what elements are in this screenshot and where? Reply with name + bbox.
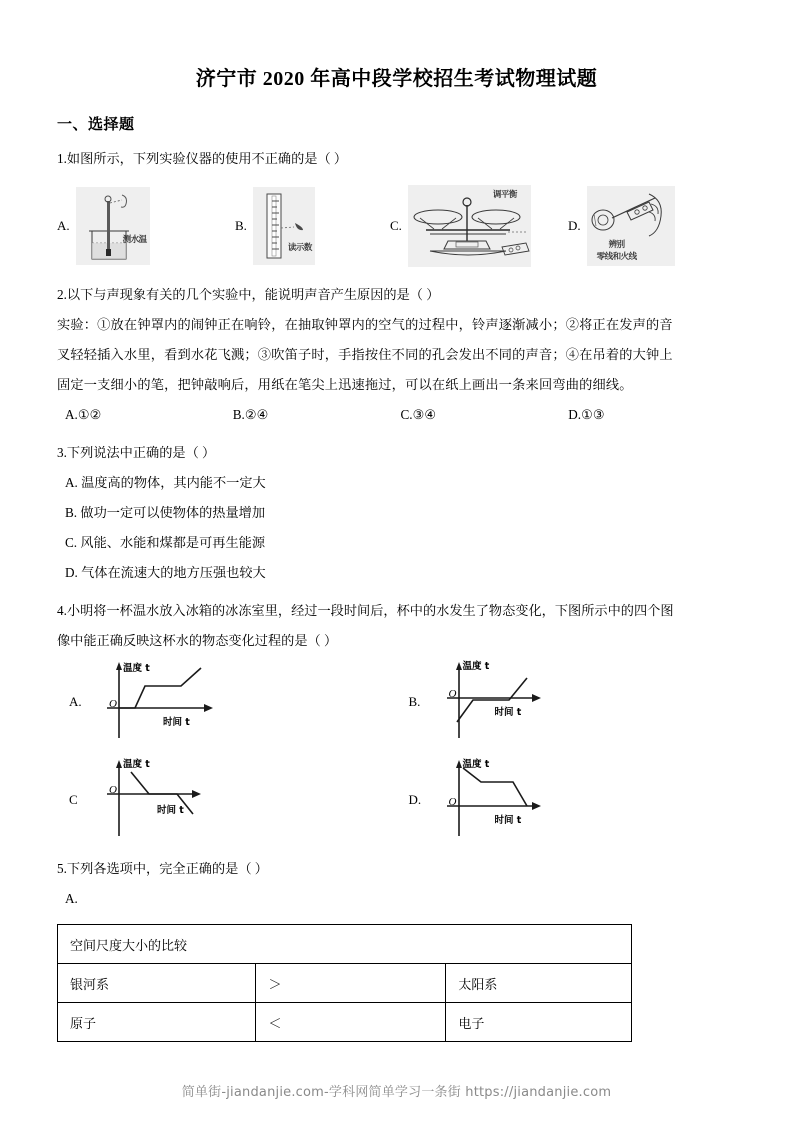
question-4-stem-line-1: 4.小明将一杯温水放入冰箱的冰冻室里，经过一段时间后，杯中的水发生了物态变化，下图所示中的四个图	[57, 603, 674, 618]
table-row-1-left: 银河系	[58, 964, 256, 1003]
question-4-option-c[interactable]	[57, 758, 397, 842]
table-row-2-mid: ＜	[256, 1003, 446, 1042]
question-1-option-d[interactable]	[568, 186, 698, 266]
graph-b-drawing	[423, 660, 603, 744]
question-4-graph-row-top	[57, 660, 736, 744]
option-c-caption: 调平衡	[492, 190, 517, 200]
question-1-option-a[interactable]	[57, 187, 235, 265]
option-a-caption: 测水温	[122, 235, 147, 245]
graph-a-box	[83, 660, 263, 744]
option-b-caption: 读示数	[287, 243, 312, 253]
question-3-option-a[interactable]: A. 温度高的物体，其内能不一定大	[65, 475, 266, 490]
question-4-option-d[interactable]	[397, 758, 737, 842]
table-row	[58, 964, 632, 1003]
table-row-2-left: 原子	[58, 1003, 256, 1042]
question-2-option-c[interactable]: C.③④	[400, 407, 437, 422]
graph-c-label: C	[69, 792, 78, 807]
question-4-option-b[interactable]	[397, 660, 737, 744]
question-3-stem: 3.下列说法中正确的是（ ）	[57, 445, 216, 460]
question-2-stem: 2.以下与声现象有关的几个实验中，能说明声音产生原因的是（ ）	[57, 287, 440, 302]
question-1-stem: 1.如图所示，下列实验仪器的使用不正确的是（ ）	[57, 151, 348, 166]
page-title: 济宁市 2020 年高中段学校招生考试物理试题	[195, 68, 598, 90]
question-1-option-c[interactable]	[390, 185, 568, 267]
graph-d-label: D.	[408, 792, 422, 807]
question-1-option-b[interactable]	[235, 187, 390, 265]
graph-d-xaxis-label: 时间 t	[494, 815, 522, 826]
graph-a-xaxis-label: 时间 t	[163, 717, 190, 728]
graph-c-drawing	[83, 758, 263, 842]
graph-b-box	[423, 660, 603, 744]
graph-c-xaxis-label: 时间 t	[157, 805, 184, 816]
table-row-1-right: 太阳系	[446, 964, 632, 1003]
question-2-body-line-1: 实验：①放在钟罩内的闹钟正在响铃，在抽取钟罩内的空气的过程中，铃声逐渐减小；②将正在发声的音	[57, 317, 673, 332]
scale-reading-drawing	[253, 187, 315, 265]
thermometer-in-beaker-icon	[76, 187, 150, 265]
page-footer: 简单街-jiandanjie.com-学科网简单学习一条街 https://jiandanjie.com	[181, 1085, 612, 1100]
table-row-1-mid: ＞	[256, 964, 446, 1003]
question-3-option-c[interactable]: C. 风能、水能和煤都是可再生能源	[65, 535, 266, 550]
graph-c-origin: O	[109, 784, 117, 796]
graph-a-yaxis-label: 温度 t	[123, 663, 150, 674]
question-2	[57, 280, 736, 430]
question-5-stem: 5.下列各选项中，完全正确的是（ ）	[57, 861, 268, 876]
question-2-body-line-3: 固定一支细小的笔，把钟敲响后，用纸在笔尖上迅速拖过，可以在纸上画出一条来回弯曲的细线。	[57, 377, 633, 392]
graph-d-box	[423, 758, 603, 842]
question-4-graph-row-bottom	[57, 758, 736, 842]
option-a-label: A.	[57, 218, 70, 233]
option-d-caption-line2: 零线和火线	[596, 252, 637, 262]
balance-scale-icon	[408, 185, 531, 267]
graph-b-xaxis-label: 时间 t	[494, 707, 522, 718]
comparison-table	[57, 924, 632, 1042]
option-d-caption-line1: 辨别	[608, 240, 625, 250]
question-2-option-b[interactable]: B.②④	[232, 407, 269, 422]
graph-a-label: A.	[69, 694, 82, 709]
question-2-option-a[interactable]: A.①②	[65, 407, 102, 422]
question-4-stem-line-2: 像中能正确反映这杯水的物态变化过程的是（ ）	[57, 633, 338, 648]
graph-c-box	[83, 758, 263, 842]
question-2-body-line-2: 叉轻轻插入水里，看到水花飞溅；③吹笛子时，手指按住不同的孔会发出不同的声音；④在吊着的大钟上	[57, 347, 673, 362]
graph-b-yaxis-label: 温度 t	[462, 661, 490, 672]
question-3	[57, 438, 736, 588]
table-header-cell: 空间尺度大小的比较	[58, 925, 632, 964]
section-heading-choice: 一、选择题	[57, 117, 135, 133]
graph-b-origin: O	[448, 688, 457, 700]
graph-b-label: B.	[408, 694, 421, 709]
question-2-option-d[interactable]: D.①③	[568, 407, 605, 422]
question-4	[57, 596, 736, 842]
question-1-figure-row	[57, 180, 736, 272]
table-row	[58, 1003, 632, 1042]
table-header-row	[58, 925, 632, 964]
question-3-option-b[interactable]: B. 做功一定可以使物体的热量增加	[65, 505, 266, 520]
option-b-label: B.	[235, 218, 247, 233]
thermometer-scale-reading-icon	[253, 187, 315, 265]
question-5	[57, 854, 736, 1042]
table-row-2-right: 电子	[446, 1003, 632, 1042]
question-1	[57, 144, 736, 272]
graph-d-yaxis-label: 温度 t	[462, 759, 490, 770]
option-c-label: C.	[390, 218, 402, 233]
graph-d-origin: O	[448, 796, 457, 808]
thermometer-in-beaker-drawing	[76, 187, 150, 265]
option-d-label: D.	[568, 218, 581, 233]
question-5-option-a-label: A.	[65, 891, 78, 906]
graph-a-origin: O	[109, 698, 117, 710]
question-3-option-d[interactable]: D. 气体在流速大的地方压强也较大	[65, 565, 266, 580]
graph-c-yaxis-label: 温度 t	[123, 759, 150, 770]
question-4-option-a[interactable]	[57, 660, 397, 744]
test-pencil-icon	[587, 186, 675, 266]
question-2-options	[57, 400, 736, 430]
